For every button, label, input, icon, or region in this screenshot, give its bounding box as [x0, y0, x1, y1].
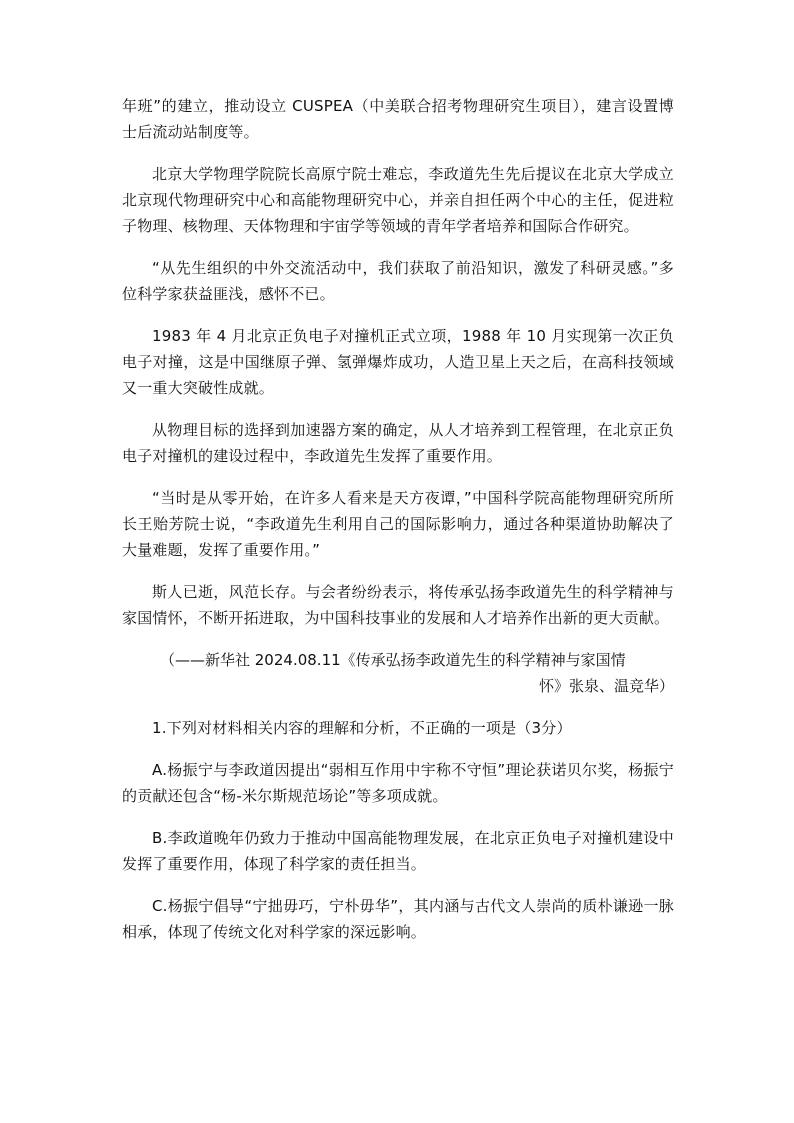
paragraph-wang-yifang-quote: “当时是从零开始，在许多人看来是天方夜谭，”中国科学院高能物理研究所所长王贻芳院士说，“李政道先生利用自己的国际影响力，通过各种渠道协助解决了大量难题，发挥了重要作用。”: [122, 489, 674, 559]
question-option-b: B.李政道晚年仍致力于推动中国高能物理发展，在北京正负电子对撞机建设中发挥了重要作用，体现了科学家的责任担当。: [122, 829, 674, 873]
source-line-2: 怀》张泉、温竞华）: [538, 677, 674, 695]
article-source: [122, 647, 674, 699]
paragraph-exchange-quote: “从先生组织的中外交流活动中，我们获取了前沿知识，激发了科研灵感。”多位科学家获益匪浅，感怀不已。: [122, 259, 674, 303]
source-line-1: （——新华社 2024.08.11《传承弘扬李政道先生的科学精神与家国情: [160, 651, 626, 669]
question-stem: 1.下列对材料相关内容的理解和分析，不正确的一项是（3分）: [152, 719, 572, 737]
paragraph-conclusion: 斯人已逝，风范长存。与会者纷纷表示，将传承弘扬李政道先生的科学精神与家国情怀，不断开拓进取，为中国科技事业的发展和人才培养作出新的更大贡献。: [122, 583, 674, 627]
document-page: [122, 93, 674, 945]
question-option-a: A.杨振宁与李政道因提出“弱相互作用中宇称不守恒”理论获诺贝尔奖，杨振宁的贡献还包含“杨-米尔斯规范场论”等多项成就。: [122, 761, 674, 805]
paragraph-continued: 年班”的建立，推动设立 CUSPEA（中美联合招考物理研究生项目），建言设置博士后流动站制度等。: [122, 97, 674, 141]
paragraph-gao-yuanning: 北京大学物理学院院长高原宁院士难忘，李政道先生先后提议在北京大学成立北京现代物理研究中心和高能物理研究中心，并亲自担任两个中心的主任，促进粒子物理、核物理、天体物理和宇宙学等领域的青年学者培养和国际合作研究。: [122, 165, 674, 235]
paragraph-collider-history: 1983 年 4 月北京正负电子对撞机正式立项，1988 年 10 月实现第一次正负电子对撞，这是中国继原子弹、氢弹爆炸成功，人造卫星上天之后，在高科技领域又一重大突破性成就。: [122, 327, 674, 397]
paragraph-construction-role: 从物理目标的选择到加速器方案的确定，从人才培养到工程管理，在北京正负电子对撞机的建设过程中，李政道先生发挥了重要作用。: [122, 421, 674, 465]
question-option-c: C.杨振宁倡导“宁拙毋巧，宁朴毋华”，其内涵与古代文人崇尚的质朴谦逊一脉相承，体现了传统文化对科学家的深远影响。: [122, 897, 674, 941]
